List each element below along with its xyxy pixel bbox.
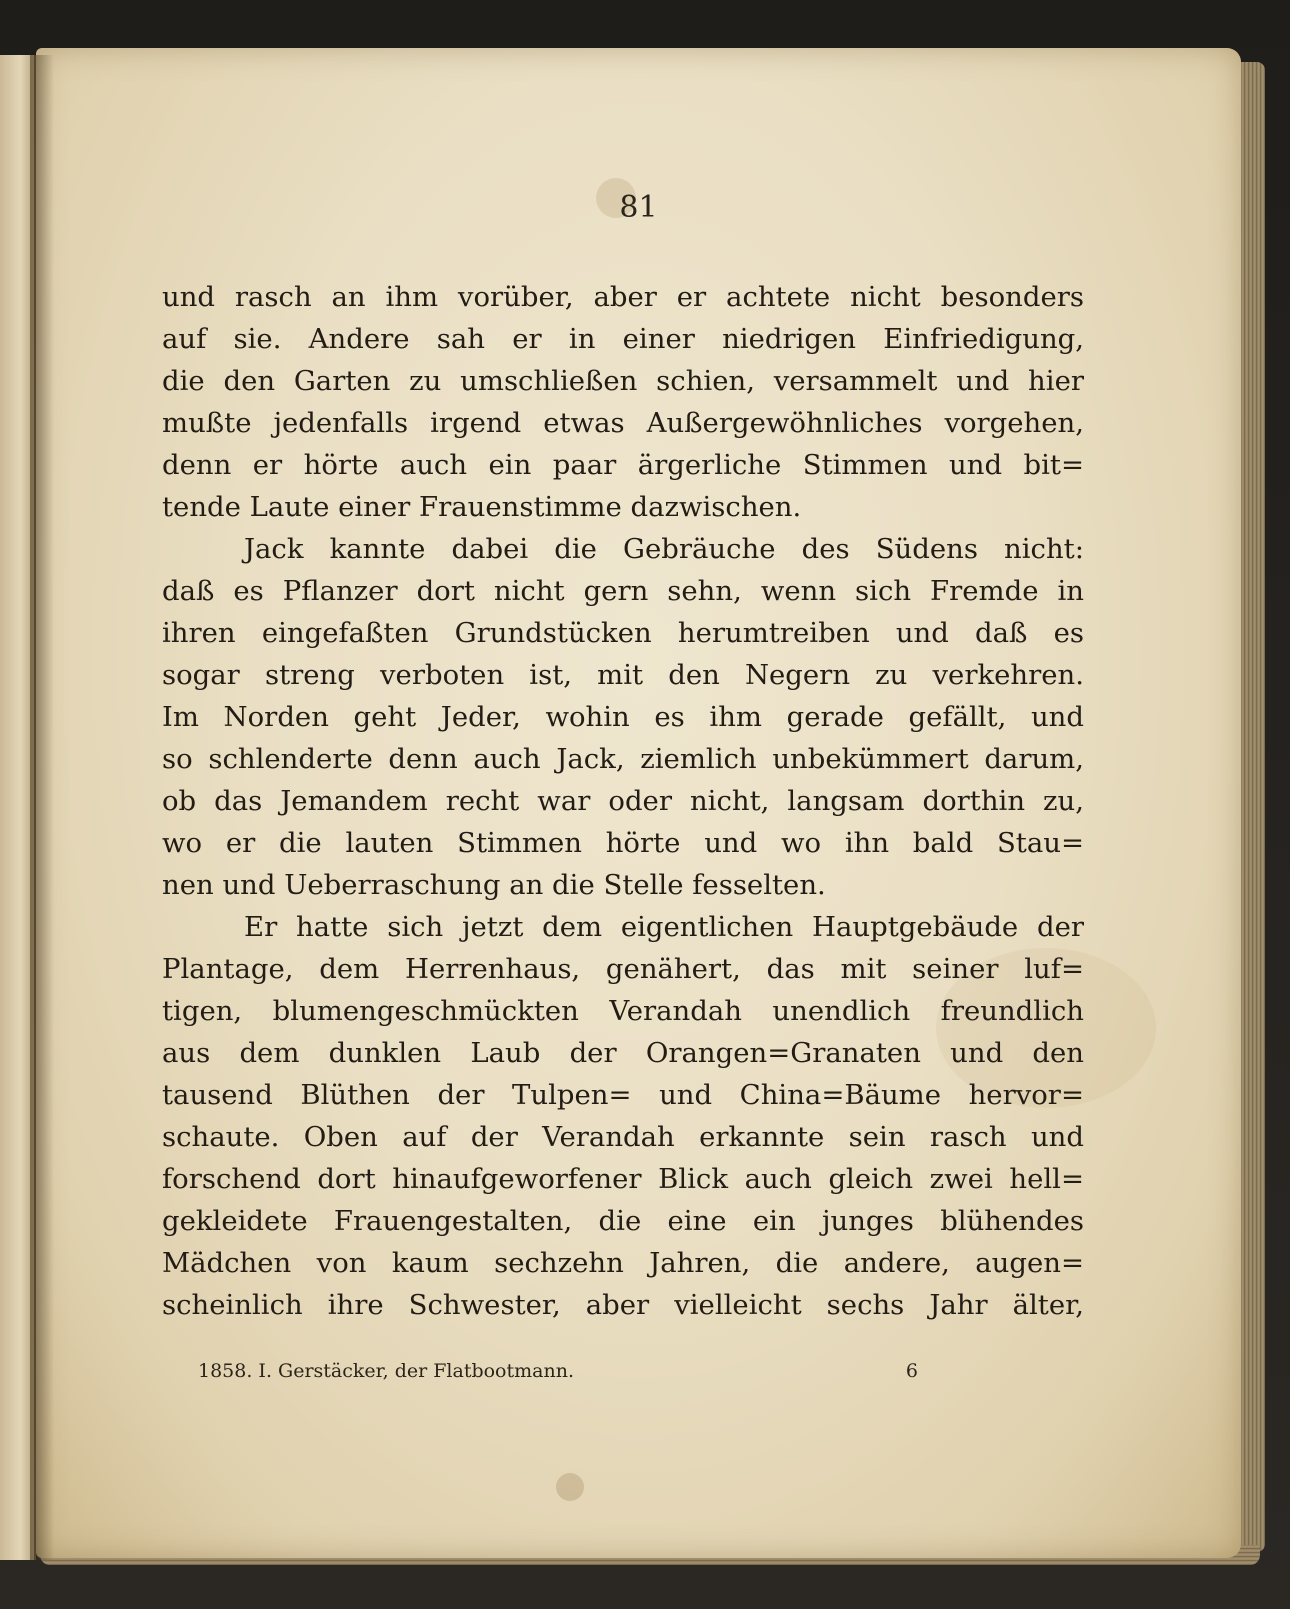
text-line: scheinlich ihre Schwester, aber vielleicht sechs Jahr älter,	[162, 1289, 1084, 1321]
paper-stain	[556, 1473, 584, 1501]
text-line: Mädchen von kaum sechzehn Jahren, die andere, augen=	[162, 1247, 1084, 1279]
body-text	[162, 276, 1084, 1326]
text-line: Er hatte sich jetzt dem eigentlichen Hauptgebäude der	[244, 911, 1084, 943]
text-line: tende Laute einer Frauenstimme dazwischen.	[162, 491, 802, 523]
text-line: sogar streng verboten ist, mit den Negern zu verkehren.	[162, 659, 1084, 691]
text-line: Im Norden geht Jeder, wohin es ihm gerade gefällt, und	[162, 701, 1084, 733]
text-line: mußte jedenfalls irgend etwas Außergewöhnliches vorgehen,	[162, 407, 1084, 439]
text-line: nen und Ueberraschung an die Stelle fesselten.	[162, 869, 826, 901]
signature-mark: 1858. I. Gerstäcker, der Flatbootmann.	[198, 1360, 574, 1382]
book-page	[36, 48, 1241, 1558]
text-line: auf sie. Andere sah er in einer niedrigen Einfriedigung,	[162, 323, 1084, 355]
paragraph	[162, 528, 1084, 906]
text-line: so schlenderte denn auch Jack, ziemlich unbekümmert darum,	[162, 743, 1084, 775]
text-line: daß es Pflanzer dort nicht gern sehn, wenn sich Fremde in	[162, 575, 1084, 607]
paragraph	[162, 906, 1084, 1326]
text-line: schaute. Oben auf der Verandah erkannte sein rasch und	[162, 1121, 1084, 1153]
text-line: tausend Blüthen der Tulpen= und China=Bäume hervor=	[162, 1079, 1084, 1111]
sheet-number: 6	[905, 1360, 918, 1382]
text-line: tigen, blumengeschmückten Verandah unendlich freundlich	[162, 995, 1084, 1027]
text-line: Jack kannte dabei die Gebräuche des Südens nicht:	[244, 533, 1084, 565]
page-footer	[198, 1360, 918, 1382]
text-line: forschend dort hinaufgeworfener Blick auch gleich zwei hell=	[162, 1163, 1084, 1195]
text-line: ob das Jemandem recht war oder nicht, langsam dorthin zu,	[162, 785, 1084, 817]
text-line: gekleidete Frauengestalten, die eine ein junges blühendes	[162, 1205, 1084, 1237]
paragraph	[162, 276, 1084, 528]
text-line: aus dem dunklen Laub der Orangen=Granaten und den	[162, 1037, 1084, 1069]
text-line: und rasch an ihm vorüber, aber er achtete nicht besonders	[162, 281, 1084, 313]
binding-shadow	[30, 55, 54, 1560]
text-line: ihren eingefaßten Grundstücken herumtreiben und daß es	[162, 617, 1084, 649]
text-line: wo er die lauten Stimmen hörte und wo ihn bald Stau=	[162, 827, 1084, 859]
text-line: denn er hörte auch ein paar ärgerliche Stimmen und bit=	[162, 449, 1084, 481]
text-line: die den Garten zu umschließen schien, versammelt und hier	[162, 365, 1084, 397]
page-number: 81	[619, 190, 658, 225]
text-line: Plantage, dem Herrenhaus, genähert, das mit seiner luf=	[162, 953, 1084, 985]
